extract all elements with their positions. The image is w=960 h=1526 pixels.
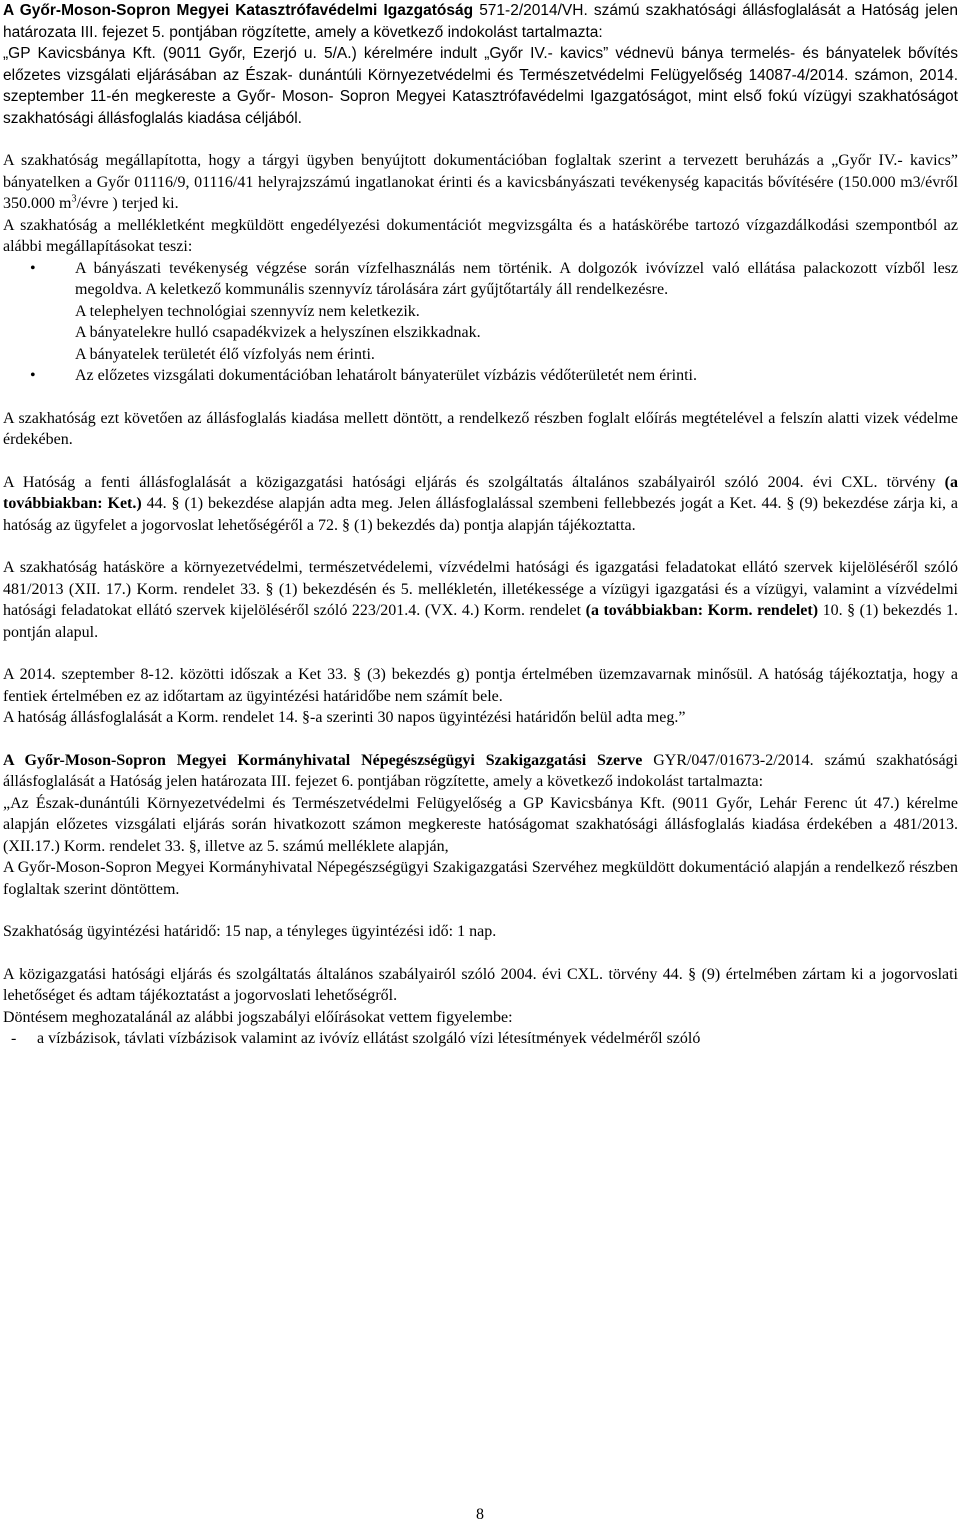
paragraph-remedy: A közigazgatási hatósági eljárás és szolgáltatás általános szabályairól szóló 2004. évi CXL. törvény 44. § (9) értelmében zártam ki a jogorvoslati lehetőséget és adtam tájékoztatást a jogorvoslati lehetőségről. [3, 965, 958, 1004]
paragraph-quote-request-2: „Az Észak-dunántúli Környezetvédelmi és Természetvédelmi Felügyelőség a GP Kavicsbánya Kft. (9011 Győr, Lehár Ferenc út 47.) kérelme alapján előzetes vizsgálati eljárás során hivatkozott számon megkereste hatóságomat szakhatósági állásfoglalás kiadása érdekében a 481/2013. (XII.17.) Korm. rendelet 33. §, illetve az 5. számú melléklete alapján, [3, 794, 958, 855]
page-number: 8 [476, 1506, 484, 1523]
paragraph-nepegeszseguegyi-intro [3, 750, 958, 793]
legal-text: 44. § (1) bekezdése alapján adta meg. Jelen állásfoglalással szembeni fellebbezés jogát a Ket. 44. § (9) bekezdése zárja ki, a hatóság az ügyfelet a jogorvoslat lehetőségéről a 72. § (1) bekezdés da) pontja alapján tájékoztatta. [3, 495, 959, 534]
superscript: 3 [71, 193, 77, 205]
paragraph-deadline: A hatóság állásfoglalását a Korm. rendelet 14. §-a szerinti 30 napos ügyintézési határidőn belül adta meg.” [3, 709, 686, 726]
paragraph-competence [3, 557, 958, 643]
paragraph-legislation: Döntésem meghozatalánál az alábbi jogszabályi előírásokat vettem figyelembe: [3, 1008, 513, 1026]
paragraph-katasztrofavedelem-intro [3, 0, 958, 43]
findings-list [3, 258, 958, 387]
paragraph-processing-time: Szakhatóság ügyintézési határidő: 15 nap, a tényleges ügyintézési idő: 1 nap. [3, 923, 497, 940]
paragraph-decision: A szakhatóság ezt követően az állásfoglalás kiadása mellett döntött, a rendelkező részben foglalt előírás megtételével a felszín alatti vizek védelme érdekében. [3, 409, 958, 448]
list-item-line: A bányatelekre hulló csapadékvizek a helyszínen elszikkadnak. [75, 324, 481, 341]
bullet-icon: • [30, 367, 36, 384]
list-item [3, 258, 958, 366]
paragraph-review: A szakhatóság a mellékletként megküldött engedélyezési dokumentációt megvizsgálta és a hatáskörébe tartozó vízgazdálkodási szempontból az alábbi megállapításokat teszi: [3, 216, 958, 255]
legal-text: A Hatóság a fenti állásfoglalását a közigazgatási hatósági eljárás és szolgáltatás általános szabályairól szóló 2004. évi CXL. törvény [3, 473, 945, 491]
list-item-text: A bányászati tevékenység végzése során vízfelhasználás nem történik. A dolgozók ivóvízzel való ellátása palackozott vízből lesz megoldva. A keletkező kommunális szennyvíz tárolására zárt gyűjtőtartály áll rendelkezésre. [75, 259, 958, 298]
list-item-line: A bányatelek területét élő vízfolyás nem érinti. [75, 345, 375, 363]
legislation-list-item [3, 1028, 958, 1050]
competence-abbrev: (a továbbiakban: Korm. rendelet) [585, 602, 819, 619]
bullet-icon: • [30, 259, 36, 277]
legislation-text: a vízbázisok, távlati vízbázisok valamint az ivóvíz ellátást szolgáló vízi létesítmények védelméről szóló [37, 1030, 701, 1047]
list-item [3, 365, 958, 387]
competence-text: A szakhatóság hatásköre a környezetvédelmi, természetvédelemi, vízvédelmi hatósági és igazgatási feladatokat ellátó szervek kijelöléséről szóló 481/2013 (XII. 17.) Korm. rendelet 33. § (1) bekezdésén és 5. mellékletén, illetékessége a vízügyi igazgatási és a vízügyi, valamint a vízvédelmi hatósági feladatokat ellátó szervek kijelöléséről szóló 223/201.4. (VX. 4.) Korm. rendelet [3, 559, 958, 619]
paragraph-findings [3, 150, 958, 215]
paragraph-decision-2: A Győr-Moson-Sopron Megyei Kormányhivatal Népegészségügyi Szakigazgatási Szervéhez megküldött dokumentáció alapján a rendelkező részben foglaltak szerint döntöttem. [3, 859, 958, 898]
paragraph-quote-request: „GP Kavicsbánya Kft. (9011 Győr, Ezerjó u. 5/A.) kérelmére indult „Győr IV.- kavics” védnevü bánya termelés- és bányatelek bővítés előzetes vizsgálati eljárásában az Észak- dunántúli Környezetvédelmi és Természetvédelmi Felügyelőség 14087-4/2014. számon, 2014. szeptember 11-én megkereste a Győr- Moson- Sopron Megyei Katasztrófavédelmi Igazgatóságot, mint első fokú vízügyi szakhatóságot szakhatósági állásfoglalás kiadása céljából. [3, 45, 958, 127]
authority-name: A Győr-Moson-Sopron Megyei Katasztrófavédelmi Igazgatóság [3, 2, 474, 19]
paragraph-legal-basis [3, 472, 958, 537]
findings-text: A szakhatóság megállapította, hogy a tárgyi ügyben benyújtott dokumentációban foglaltak szerint a tervezett beruházás a „Győr IV.- kavics” bányatelken a Győr 01116/9, 01116/41 helyrajzszámú ingatlanokat érinti és a kavicsbányászati tevékenység kapacitás bővítésére (150.000 m3/évről 350.000 m [3, 152, 958, 212]
legal-abbrev: (a továbbiakban: Ket.) [3, 473, 958, 512]
list-item-text: Az előzetes vizsgálati dokumentációban lehatárolt bányaterület vízbázis védőterületét nem érinti. [75, 367, 697, 384]
dash-symbol: - [11, 1030, 17, 1047]
authority-name: A Győr-Moson-Sopron Megyei Kormányhivatal Népegészségügyi Szakigazgatási Szerve [3, 751, 643, 769]
list-item-line: A telephelyen technológiai szennyvíz nem keletkezik. [75, 302, 420, 320]
competence-text: 10. § (1) bekezdés 1. pontján alapul. [3, 602, 958, 641]
findings-end: /évre ) terjed ki. [76, 195, 179, 212]
paragraph-deadline-interruption: A 2014. szeptember 8-12. közötti időszak a Ket 33. § (3) bekezdés g) pontja értelmében üzemzavarnak minősül. A hatóság tájékoztatja, hogy a fentiek értelmében ez az időtartam az ügyintézési határidőbe nem számít bele. [3, 666, 958, 705]
intro-text: 571-2/2014/VH. számú szakhatósági állásfoglalását a Hatóság jelen határozata III. fejezet 5. pontjában rögzítette, amely a következő indokolást tartalmazta: [3, 2, 958, 41]
intro-text: GYR/047/01673-2/2014. számú szakhatósági állásfoglalását a Hatóság jelen határozata III. fejezet 6. pontjában rögzítette, amely a következő indokolást tartalmazta: [3, 751, 958, 790]
